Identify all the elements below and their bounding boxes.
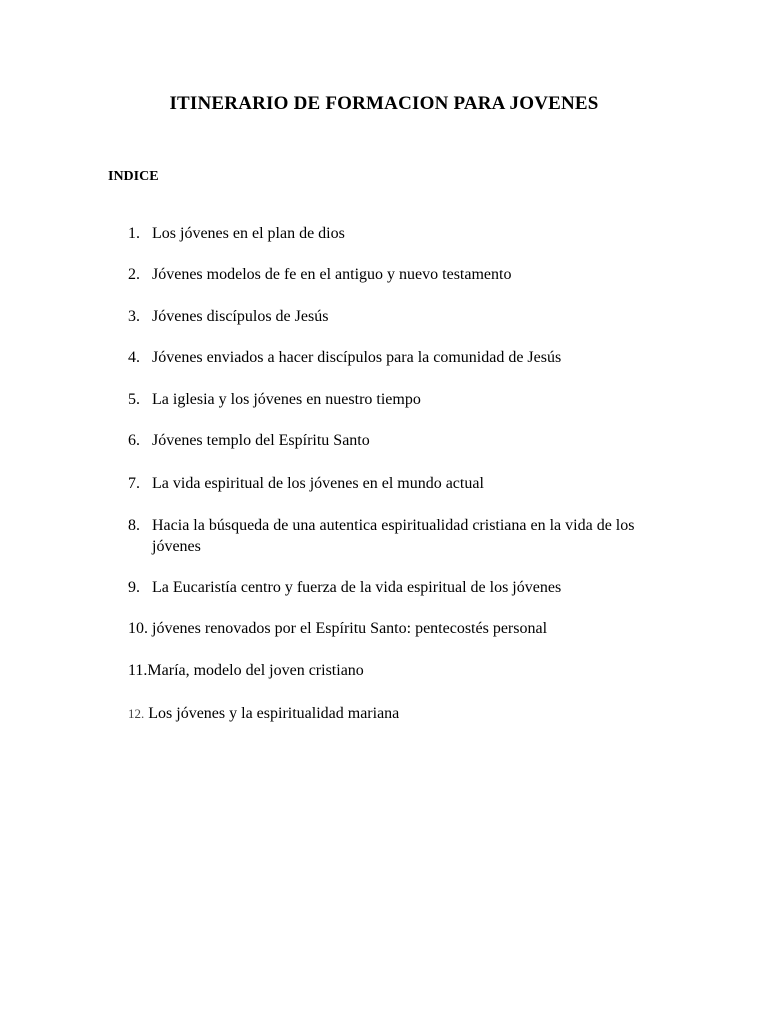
toc-item	[128, 389, 688, 410]
toc-item	[128, 347, 688, 368]
toc-item-text: Los jóvenes en el plan de dios	[152, 225, 345, 242]
toc-item	[128, 306, 688, 327]
toc-item-number: 9.	[128, 579, 140, 596]
toc-item	[128, 473, 688, 494]
toc-item-text: Jóvenes enviados a hacer discípulos para la comunidad de Jesús	[152, 349, 562, 366]
toc-item-text: La vida espiritual de los jóvenes en el mundo actual	[152, 475, 484, 492]
toc-item	[128, 618, 688, 639]
toc-item-text: jóvenes renovados por el Espíritu Santo: pentecostés personal	[152, 620, 548, 637]
document-title: ITINERARIO DE FORMACION PARA JOVENES	[169, 93, 599, 114]
toc-item-number: 8.	[128, 517, 140, 534]
toc-item-number: 12.	[128, 706, 145, 721]
toc-item	[128, 223, 688, 244]
toc-item-number: 2.	[128, 266, 140, 283]
toc-item-text: Jóvenes templo del Espíritu Santo	[152, 432, 370, 449]
toc-item-number: 5.	[128, 391, 140, 408]
toc-item-number: 11.	[128, 662, 148, 679]
toc-item-text: Jóvenes discípulos de Jesús	[152, 308, 329, 325]
toc-item-text: María, modelo del joven cristiano	[147, 662, 364, 679]
toc-item-number: 10.	[128, 620, 148, 637]
toc-item-number: 6.	[128, 432, 140, 449]
toc-item	[128, 430, 688, 451]
toc-item-text: Los jóvenes y la espiritualidad mariana	[148, 705, 400, 722]
toc-item	[128, 264, 688, 285]
toc-item-text: La Eucaristía centro y fuerza de la vida espiritual de los jóvenes	[152, 579, 562, 596]
toc-item-number: 1.	[128, 225, 140, 242]
toc-item	[128, 703, 688, 724]
toc-item-number: 7.	[128, 475, 140, 492]
index-heading: INDICE	[108, 169, 159, 184]
toc-item	[128, 515, 688, 557]
toc-item-text: Hacia la búsqueda de una autentica espiritualidad cristiana en la vida de los jóvenes	[152, 517, 635, 555]
toc-item	[128, 577, 688, 598]
toc-item	[128, 660, 688, 681]
toc-item-number: 4.	[128, 349, 140, 366]
toc-item-number: 3.	[128, 308, 140, 325]
toc-item-text: La iglesia y los jóvenes en nuestro tiempo	[152, 391, 421, 408]
toc-item-text: Jóvenes modelos de fe en el antiguo y nuevo testamento	[152, 266, 512, 283]
